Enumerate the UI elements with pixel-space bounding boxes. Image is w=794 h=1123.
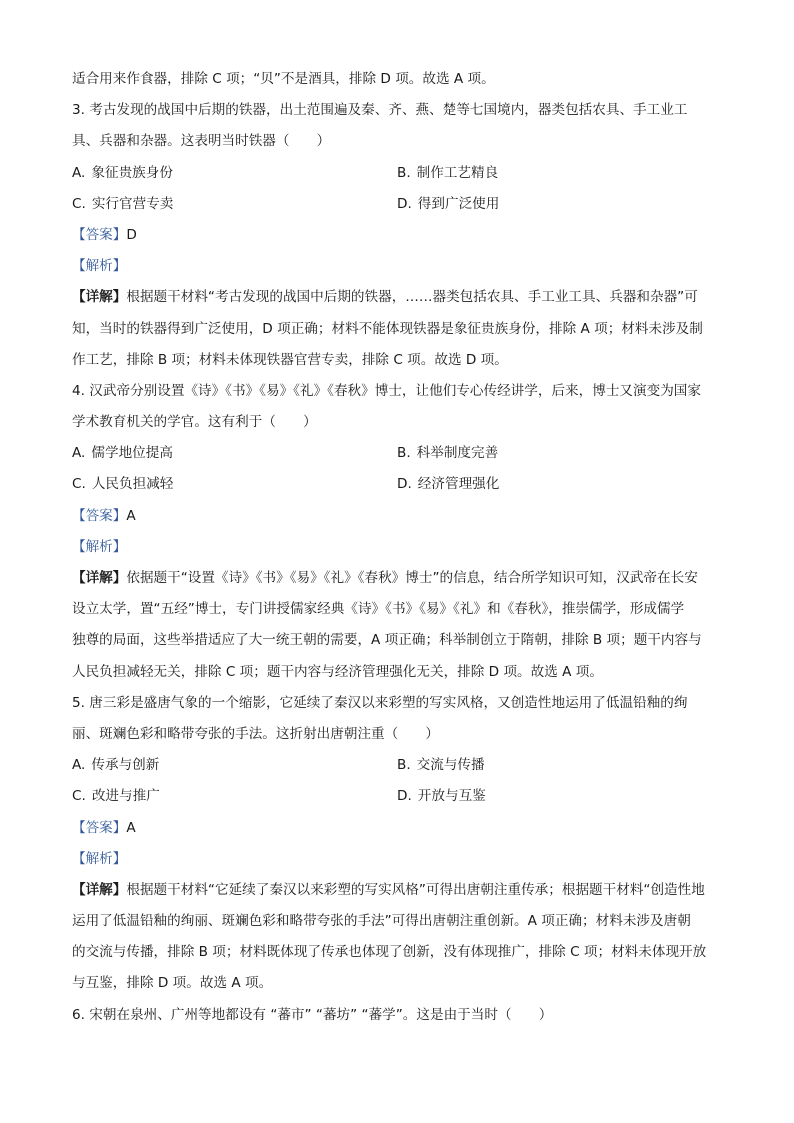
detail-line: 独尊的局面，这些举措适应了大一统王朝的需要，A 项正确；科举制创立于隋朝，排除 B 项；题干内容与	[72, 632, 702, 649]
option-a: A. 儒学地位提高	[72, 445, 173, 462]
detail-line: 的交流与传播，排除 B 项；材料既体现了传承也体现了创新，没有体现推广，排除 C 项；材料未体现开放	[72, 944, 707, 961]
detail-line: 【详解】根据题干材料“考古发现的战国中后期的铁器，……器类包括农具、手工业工具、兵器和杂器”可	[72, 289, 698, 306]
question-stem-line: 6. 宋朝在泉州、广州等地都设有 “蕃市” “蕃坊” “蕃学”。这是由于当时（ ）	[72, 1006, 553, 1023]
question-stem-line: 3. 考古发现的战国中后期的铁器，出土范围遍及秦、齐、燕、楚等七国境内，器类包括农具、手工业工	[72, 102, 688, 119]
question-stem-line: 丽、斑斓色彩和略带夸张的手法。这折射出唐朝注重（ ）	[72, 725, 440, 742]
options-row	[72, 781, 712, 812]
question-stem-line: 具、兵器和杂器。这表明当时铁器（ ）	[72, 133, 331, 150]
answer-line: 【答案】D	[72, 226, 137, 243]
detail-line: 人民负担减轻无关，排除 C 项；题干内容与经济管理强化无关，排除 D 项。故选 A 项。	[72, 663, 603, 680]
detail-line: 与互鉴，排除 D 项。故选 A 项。	[72, 975, 273, 992]
question-stem-line: 5. 唐三彩是盛唐气象的一个缩影，它延续了秦汉以来彩塑的写实风格，又创造性地运用了低温铅釉的绚	[72, 694, 688, 711]
answer-value: A	[126, 819, 136, 836]
question-6	[72, 1000, 712, 1031]
detail-line: 运用了低温铅釉的绚丽、斑斓色彩和略带夸张的手法”可得出唐朝注重创新。A 项正确；材料未涉及唐朝	[72, 913, 691, 930]
option-b: B. 制作工艺精良	[397, 164, 499, 181]
option-d: D. 开放与互鉴	[397, 788, 486, 805]
option-d: D. 得到广泛使用	[397, 195, 500, 212]
option-b: B. 交流与传播	[397, 757, 485, 774]
question-5	[72, 688, 712, 1000]
option-c: C. 改进与推广	[72, 788, 160, 805]
analysis-label: 【解析】	[72, 258, 127, 275]
document-page	[72, 64, 712, 1031]
answer-line: 【答案】A	[72, 507, 136, 524]
option-a: A. 象征贵族身份	[72, 164, 173, 181]
options-row	[72, 469, 712, 500]
detail-line: 设立太学，置“五经”博士，专门讲授儒家经典《诗》《书》《易》《礼》和《春秋》，推崇儒学，形成儒学	[72, 601, 685, 618]
detail-line: 【详解】根据题干材料“它延续了秦汉以来彩塑的写实风格”可得出唐朝注重传承；根据题干材料“创造性地	[72, 881, 705, 898]
options-row	[72, 158, 712, 189]
option-d: D. 经济管理强化	[397, 476, 500, 493]
answer-line: 【答案】A	[72, 819, 136, 836]
options-row	[72, 189, 712, 220]
answer-value: A	[126, 507, 136, 524]
detail-line: 作工艺，排除 B 项；材料未体现铁器官营专卖，排除 C 项。故选 D 项。	[72, 351, 508, 368]
answer-value: D	[126, 226, 137, 243]
option-a: A. 传承与创新	[72, 757, 160, 774]
continuation-text: 适合用来作食器，排除 C 项；“贝”不是酒具，排除 D 项。故选 A 项。	[72, 71, 495, 87]
option-b: B. 科举制度完善	[397, 445, 499, 462]
analysis-label: 【解析】	[72, 538, 127, 555]
question-4	[72, 376, 712, 688]
question-stem-line: 4. 汉武帝分别设置《诗》《书》《易》《礼》《春秋》博士，让他们专心传经讲学，后来，博士又演变为国家	[72, 382, 701, 399]
option-c: C. 实行官营专卖	[72, 195, 174, 212]
detail-line: 知，当时的铁器得到广泛使用，D 项正确；材料不能体现铁器是象征贵族身份，排除 A 项；材料未涉及制	[72, 320, 703, 337]
analysis-label: 【解析】	[72, 850, 127, 867]
options-row	[72, 438, 712, 469]
question-stem-line: 学术教育机关的学官。这有利于（ ）	[72, 414, 317, 431]
option-c: C. 人民负担减轻	[72, 476, 174, 493]
question-3	[72, 95, 712, 376]
detail-line: 【详解】依据题干“设置《诗》《书》《易》《礼》《春秋》博士”的信息，结合所学知识可知，汉武帝在长安	[72, 570, 698, 586]
options-row	[72, 750, 712, 781]
